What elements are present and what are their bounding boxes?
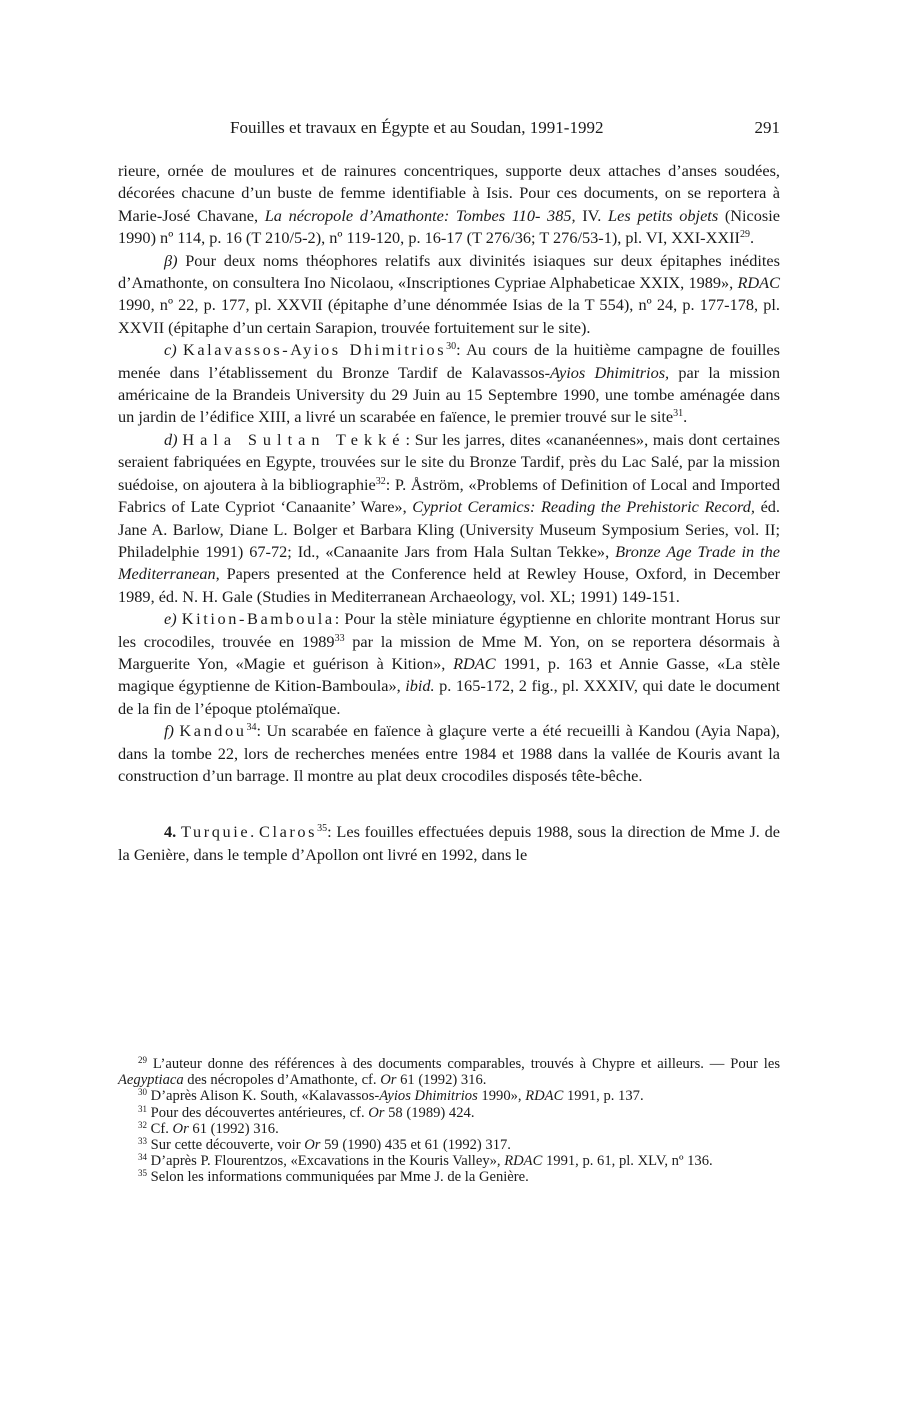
text-run: . <box>683 407 688 427</box>
text-run: : Pour la stèle miniature égyptienne en chlorite montrant Horus sur les crocodiles, trouvée en 1989 <box>118 609 780 651</box>
footnote-32 <box>118 1121 780 1137</box>
text-run: D’après Alison K. South, «Kalavassos- <box>147 1088 380 1105</box>
text-run: IV. <box>575 205 609 225</box>
text-run: par la mission américaine de la Brandeis University du 29 Juin au 15 Septembre 1990, une tombe aménagée dans un jardin de l’édifice XIII, a livré un scarabée en faïence, le premier trouvé sur le site <box>118 362 780 427</box>
italic-run: Or <box>368 1104 385 1121</box>
text-run: (Nicosie 1990) nº 114, p. 16 (T 210/5-2), nº 119-120, p. 16-17 (T 276/36; T 276/53-1), pl. VI, XXI-XXII <box>118 205 780 248</box>
text-run: . <box>250 822 259 842</box>
text-run: Pour deux noms théophores relatifs aux divinités isiaques sur deux épitaphes inédites d’Amathonte, on consultera Ino Nicolaou, «Inscriptiones Cypriae Alphabeticae XXIX, 1989», <box>118 250 780 293</box>
country-name: Turquie <box>180 822 251 842</box>
italic-run: Bronze Age Trade in the Mediterranean, <box>118 541 781 584</box>
text-run: 61 (1992) 316. <box>188 1120 279 1137</box>
site-name: Kandou <box>179 721 247 741</box>
footnote-ref[interactable]: 33 <box>334 632 345 644</box>
paragraph-kandou <box>118 720 780 787</box>
footnote-35 <box>118 1169 780 1185</box>
section-number: 4. <box>164 822 177 842</box>
footnote-29 <box>118 1056 780 1088</box>
text-run: 1991, p. 61, pl. XLV, nº 136. <box>542 1153 713 1170</box>
text-run: : P. Åström, «Problems of Definition of Local and Imported Fabrics of Late Cypriot ‘Canaanite’ Ware», <box>118 474 780 517</box>
footnote-33 <box>118 1137 780 1153</box>
text-run: Cf. <box>147 1120 173 1137</box>
list-marker: f) <box>164 721 174 741</box>
text-run: : Sur les jarres, dites «cananéennes», mais dont certaines seraient fabriquées en Egypte, trouvées sur le site du Bronze Tardif, près du Lac Salé, par la mission suédoise, on ajoutera à la bibliographie <box>118 429 781 494</box>
footnote-ref[interactable]: 30 <box>446 341 457 353</box>
text-run: 1990», <box>477 1088 526 1105</box>
italic-run: Ayios Dhimitrios <box>379 1088 478 1105</box>
italic-run: Aegyptiaca <box>118 1072 184 1089</box>
italic-run: RDAC <box>504 1153 543 1170</box>
text-run: . <box>749 228 755 248</box>
footnote-number: 29 <box>138 1055 147 1065</box>
text-run: Selon les informations communiquées par Mme J. de la Genière. <box>147 1169 529 1186</box>
paragraph-beta <box>118 250 780 340</box>
footnote-ref[interactable]: 32 <box>375 475 386 487</box>
page-number: 291 <box>754 118 780 137</box>
list-marker: β) <box>164 250 178 270</box>
text-run: 1991, p. 163 et Annie Gasse, «La stèle magique égyptienne de Kition-Bamboula», <box>118 653 780 696</box>
list-marker: d) <box>164 429 178 449</box>
text-run: éd. Jane A. Barlow, Diane L. Bolger et Barbara Kling (University Museum Symposium Series, vol. II; Philadelphie 1991) 67-72; Id., «Canaanite Jars from Hala Sultan Tekke», <box>118 497 780 561</box>
italic-run: Or <box>380 1072 397 1089</box>
italic-run: RDAC <box>525 1088 564 1105</box>
footnotes <box>118 1056 780 1186</box>
italic-run: La nécropole d’Amathonte: Tombes 110- 385, <box>264 205 576 225</box>
paragraph-turquie-claros <box>118 821 780 866</box>
text-run: : Au cours de la huitième campagne de fouilles menée dans l’établissement du Bronze Tardif de Kalavassos- <box>118 340 780 382</box>
running-head <box>118 118 780 142</box>
text-run: rieure, ornée de moulures et de rainures concentriques, supporte deux attaches d’anses soudées, décorées chacune d’un buste de femme identifiable à Isis. Pour ces documents, on se reportera à Marie-José Chavane, <box>118 161 780 225</box>
footnote-34 <box>118 1153 780 1169</box>
footnote-ref[interactable]: 31 <box>673 408 684 420</box>
text-run: 1991, p. 137. <box>563 1088 644 1105</box>
site-name: Hala Sultan Tekké <box>182 429 406 449</box>
footnote-31 <box>118 1105 780 1121</box>
footnote-number: 31 <box>138 1103 147 1114</box>
footnote-ref[interactable]: 29 <box>739 229 750 241</box>
footnote-number: 32 <box>138 1119 147 1130</box>
italic-run: Ayios Dhimitrios, <box>550 362 670 382</box>
footnote-number: 33 <box>138 1136 147 1147</box>
italic-run: ibid. <box>405 676 435 696</box>
list-marker: e) <box>164 609 177 629</box>
italic-run: RDAC <box>737 273 780 293</box>
site-name: Kalavassos-Ayios Dhimitrios <box>183 340 447 360</box>
italic-run: Les petits objets <box>608 205 719 225</box>
text-run: L’auteur donne des références à des documents comparables, trouvés à Chypre et ailleurs. — Pour les <box>147 1056 780 1072</box>
italic-run: RDAC <box>453 653 496 673</box>
footnote-number: 34 <box>138 1152 147 1163</box>
text-run: : Un scarabée en faïence à glaçure verte a été recueilli à Kandou (Ayia Napa), dans la tombe 22, lors de recherches menées entre 1984 et 1988 dans la vallée de Kouris avant la construction d’un barrage. Il montre au plat deux crocodiles disposés tête-bêche. <box>118 721 780 785</box>
text-run: 59 (1990) 435 et 61 (1992) 317. <box>320 1137 511 1154</box>
paragraph-amathonte-continued <box>118 160 780 250</box>
paragraph-kalavassos <box>118 339 780 429</box>
text-run: Papers presented at the Conference held at Rewley House, Oxford, in December 1989, éd. N. H. Gale (Studies in Mediterranean Archaeology, vol. XL; 1991) 149-151. <box>118 564 780 606</box>
footnote-30 <box>118 1088 780 1104</box>
text-run: par la mission de Mme M. Yon, on se reportera désormais à Marguerite Yon, «Magie et guérison à Kition», <box>118 631 780 673</box>
text-run: 1990, nº 22, p. 177, pl. XXVII (épitaphe d’une dénommée Isias de la T 554), nº 24, p. 177-178, pl. XXVII (épitaphe d’un certain Sarapion, trouvée fortuitement sur le site). <box>118 295 780 337</box>
footnote-number: 30 <box>138 1087 147 1098</box>
footnote-ref[interactable]: 35 <box>317 823 328 835</box>
text-run: : Les fouilles effectuées depuis 1988, sous la direction de Mme J. de la Genière, dans le temple d’Apollon ont livré en 1992, dans le <box>118 822 780 864</box>
paragraph-kition-bamboula <box>118 608 780 720</box>
text-run: 58 (1989) 424. <box>384 1104 475 1121</box>
text-run: Sur cette découverte, voir <box>147 1137 305 1154</box>
italic-run: Or <box>172 1120 189 1137</box>
footnote-ref[interactable]: 34 <box>246 722 257 734</box>
site-name: Claros <box>259 822 318 842</box>
italic-run: Or <box>304 1137 321 1154</box>
list-marker: c) <box>164 340 177 360</box>
italic-run: Cypriot Ceramics: Reading the Prehistoric Record, <box>412 497 755 517</box>
footnote-number: 35 <box>138 1168 147 1179</box>
paragraph-hala-sultan-tekke <box>118 429 780 608</box>
site-name: Kition-Bamboula <box>181 609 335 629</box>
text-run: Pour des découvertes antérieures, cf. <box>147 1104 369 1121</box>
text-run: 61 (1992) 316. <box>396 1072 487 1089</box>
running-title: Fouilles et travaux en Égypte et au Soudan, 1991-1992 <box>230 118 604 137</box>
body-text <box>118 160 780 866</box>
text-run: des nécropoles d’Amathonte, cf. <box>183 1072 381 1089</box>
text-run: p. 165-172, 2 fig., pl. XXXIV, qui date le document de la fin de l’époque ptolémaïque. <box>118 676 780 718</box>
text-run: D’après P. Flourentzos, «Excavations in the Kouris Valley», <box>147 1153 505 1170</box>
